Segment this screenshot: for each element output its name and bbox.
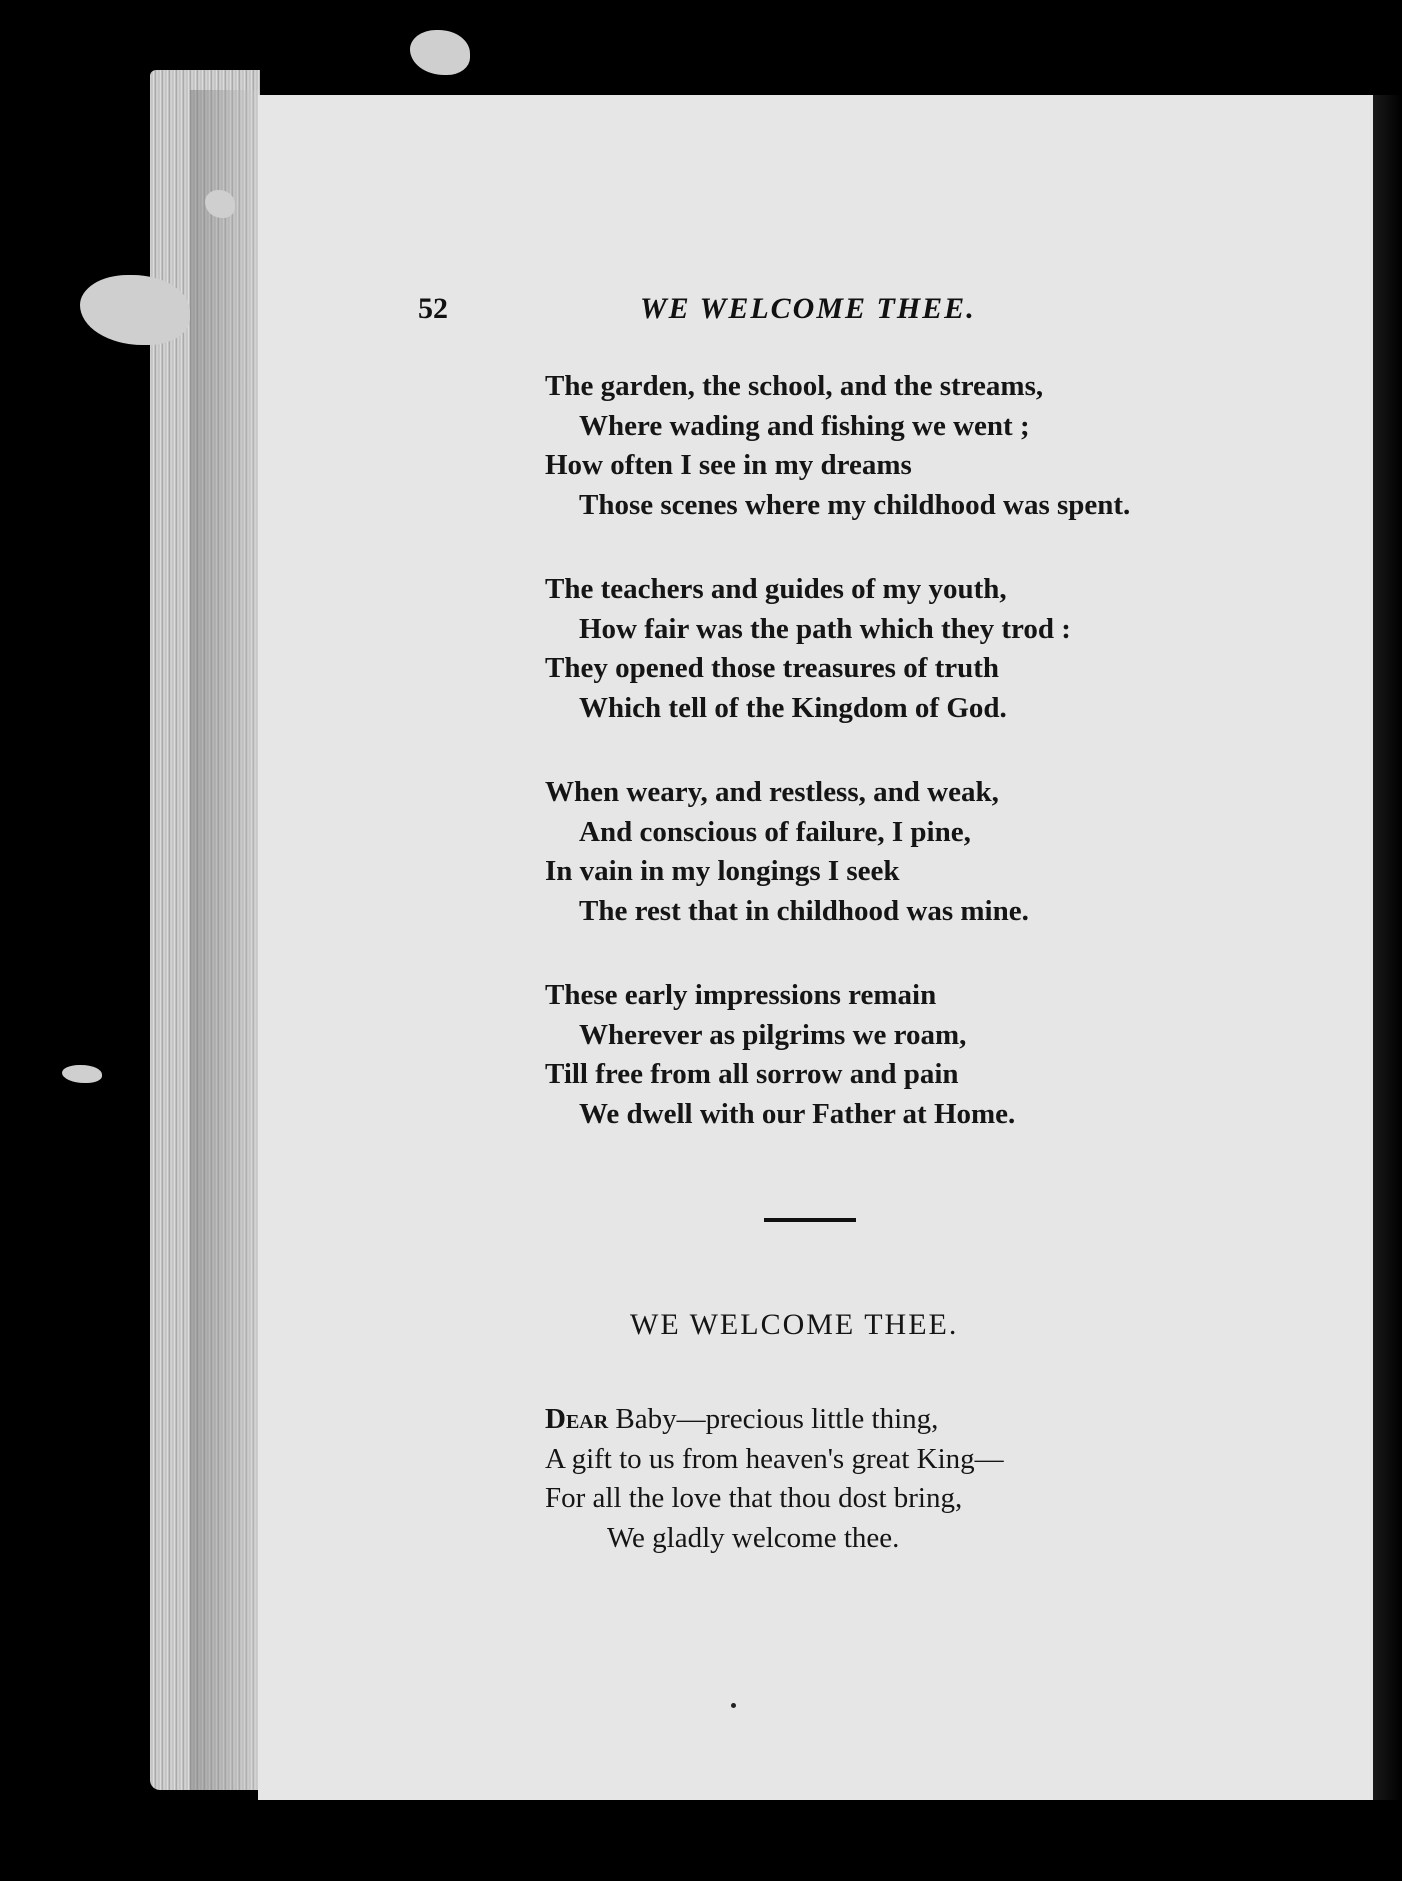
opening-word: Dear: [545, 1403, 609, 1435]
verse-line: The rest that in childhood was mine.: [579, 894, 1029, 927]
stanza-4: [545, 976, 1015, 1134]
verse-line: How fair was the path which they trod :: [579, 612, 1071, 645]
stanza-1: [545, 367, 1130, 525]
verse-line: Wherever as pilgrims we roam,: [579, 1018, 967, 1051]
verse-line: Those scenes where my childhood was spent.: [579, 488, 1131, 521]
verse-line: When weary, and restless, and weak,: [545, 776, 999, 808]
running-title: WE WELCOME THEE.: [640, 292, 976, 325]
verse-line: And conscious of failure, I pine,: [579, 815, 971, 848]
verse-line: Till free from all sorrow and pain: [545, 1058, 959, 1090]
paper-fleck: [62, 1065, 102, 1083]
ink-speck: [731, 1703, 736, 1708]
stanza-3: [545, 773, 1029, 931]
verse-line: In vain in my longings I seek: [545, 855, 900, 887]
page-edge-shadow: [190, 90, 260, 1790]
verse-line: The garden, the school, and the streams,: [545, 370, 1044, 402]
section-divider: [764, 1218, 856, 1222]
verse-line: Where wading and fishing we went ;: [579, 409, 1030, 442]
verse-line: Which tell of the Kingdom of God.: [579, 691, 1007, 724]
gutter-shadow: [1373, 95, 1402, 1800]
paper-fleck: [410, 30, 470, 75]
verse-line: For all the love that thou dost bring,: [545, 1482, 963, 1514]
verse-line: These early impressions remain: [545, 979, 937, 1011]
stanza-second-poem: [545, 1400, 1004, 1558]
verse-line: How often I see in my dreams: [545, 449, 912, 481]
verse-line-rest: Baby—precious little thing,: [608, 1403, 939, 1435]
stanza-2: [545, 570, 1071, 728]
verse-line: [545, 1400, 1004, 1440]
verse-line: A gift to us from heaven's great King—: [545, 1442, 1004, 1475]
running-head: [0, 292, 1402, 332]
verse-line: They opened those treasures of truth: [545, 652, 1000, 684]
verse-line: The teachers and guides of my youth,: [545, 573, 1007, 605]
verse-line: We gladly welcome thee.: [607, 1521, 900, 1554]
page-number: 52: [418, 292, 448, 325]
poem-title: WE WELCOME THEE.: [630, 1308, 959, 1341]
verse-line: We dwell with our Father at Home.: [579, 1097, 1016, 1130]
